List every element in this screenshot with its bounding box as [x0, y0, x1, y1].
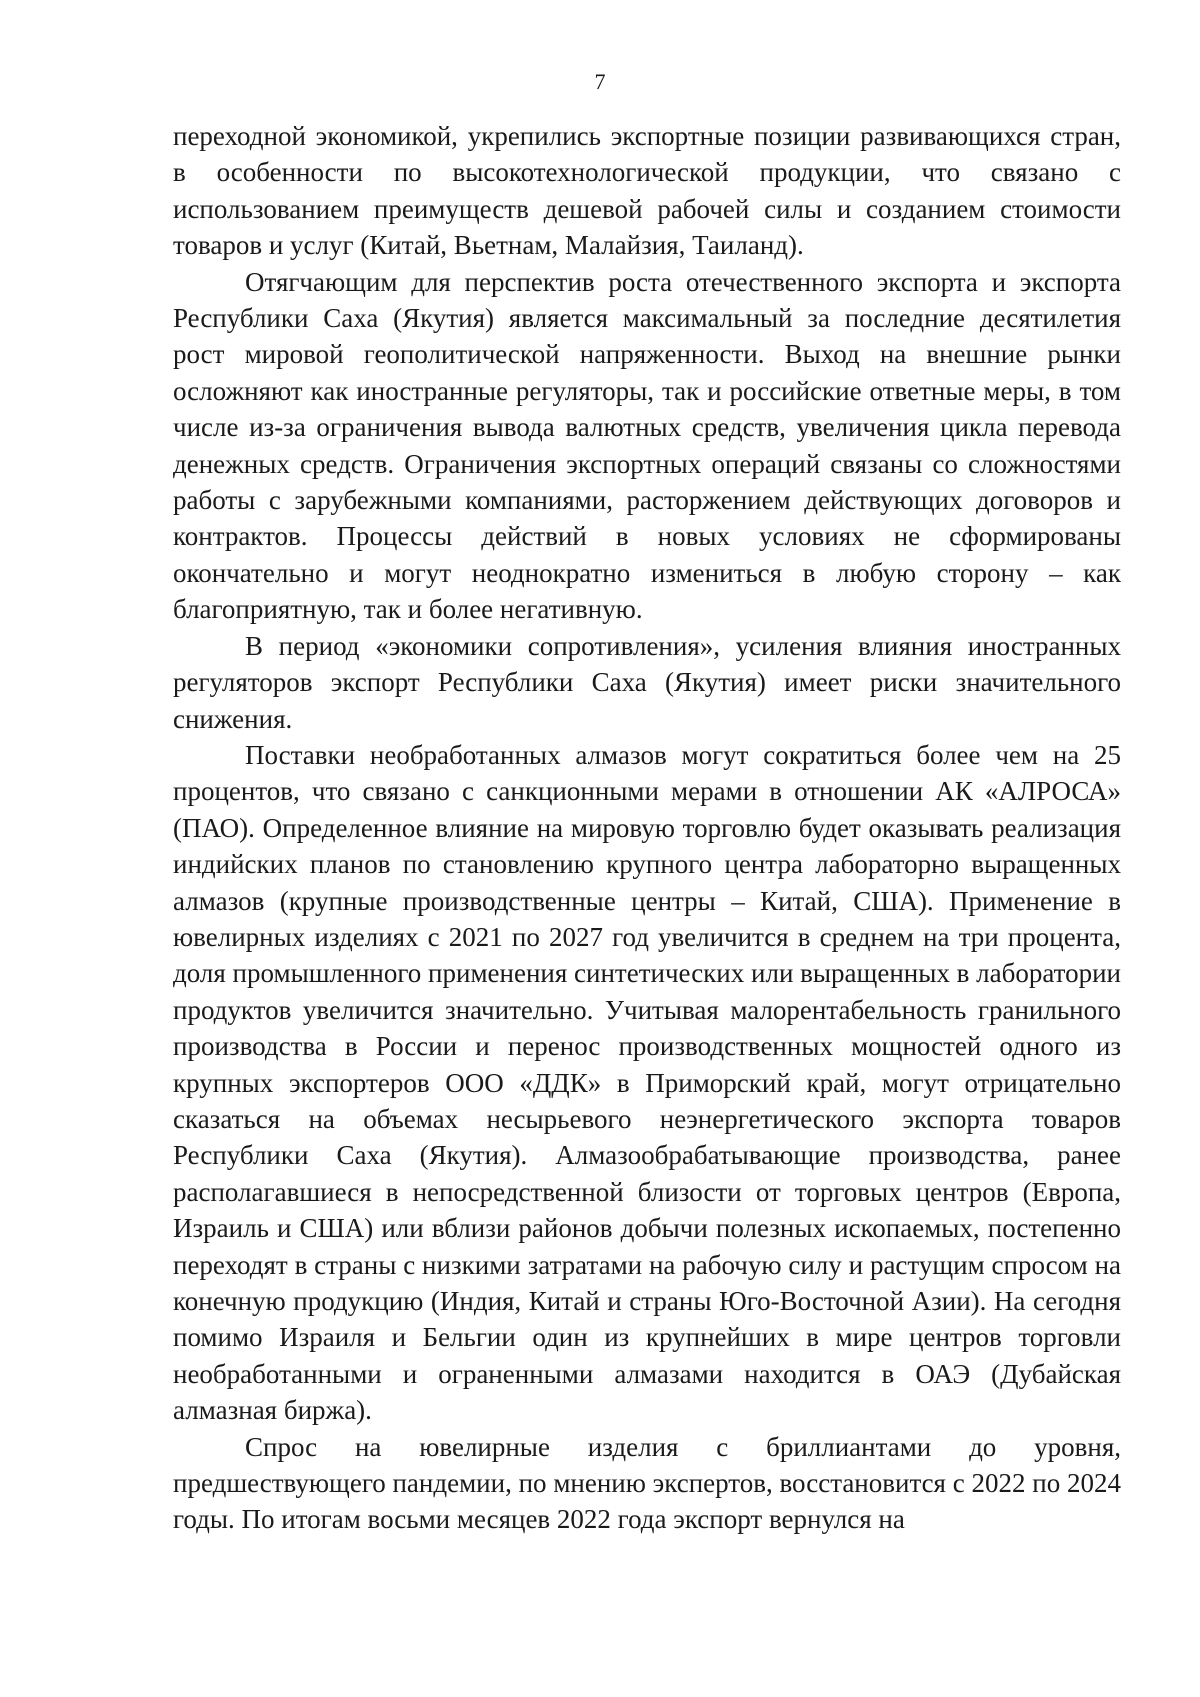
paragraph-continuation: переходной экономикой, укрепились экспортные позиции развивающихся стран, в особенности по высокотехнологической продукции, что связано с использованием преимуществ дешевой рабочей силы и созданием стоимости товаров и услуг (Китай, Вьетнам, Малайзия, Таиланд). [173, 121, 1121, 261]
paragraph-resistance-economy: В период «экономики сопротивления», усиления влияния иностранных регуляторов экспорт Республики Саха (Якутия) имеет риски значительного снижения. [173, 630, 1121, 734]
paragraph-jewelry-demand: Спрос на ювелирные изделия с бриллиантами до уровня, предшествующего пандемии, по мнению экспертов, восстановится с 2022 по 2024 годы. По итогам восьми месяцев 2022 года экспорт вернулся на [173, 1431, 1121, 1535]
page-number: 7 [594, 69, 606, 94]
paragraph-geopolitical-tension: Отягчающим для перспектив роста отечественного экспорта и экспорта Республики Саха (Якутия) является максимальный за последние десятилетия рост мировой геополитической напряженности. Выход на внешние рынки осложняют как иностранные регуляторы, так и российские ответные меры, в том числе из-за ограничения вывода валютных средств, увеличения цикла перевода денежных средств. Ограничения экспортных операций связаны со сложностями работы с зарубежными компаниями, расторжением действующих договоров и контрактов. Процессы действий в новых условиях не сформированы окончательно и могут неоднократно измениться в любую сторону – как благоприятную, так и более негативную. [173, 266, 1121, 625]
document-body [173, 118, 1121, 1538]
paragraph-diamond-supply: Поставки необработанных алмазов могут сократиться более чем на 25 процентов, что связано с санкционными мерами в отношении АК «АЛРОСА» (ПАО). Определенное влияние на мировую торговлю будет оказывать реализация индийских планов по становлению крупного центра лабораторно выращенных алмазов (крупные производственные центры – Китай, США). Применение в ювелирных изделиях с 2021 по 2027 год увеличится в среднем на три процента, доля промышленного применения синтетических или выращенных в лаборатории продуктов увеличится значительно. Учитывая малорентабельность гранильного производства в России и перенос производственных мощностей одного из крупных экспортеров ООО «ДДК» в Приморский край, могут отрицательно сказаться на объемах несырьевого неэнергетического экспорта товаров Республики Саха (Якутия). Алмазообрабатывающие производства, ранее располагавшиеся в непосредственной близости от торговых центров (Европа, Израиль и США) или вблизи районов добычи полезных ископаемых, постепенно переходят в страны с низкими затратами на рабочую силу и растущим спросом на конечную продукцию (Индия, Китай и страны Юго-Восточной Азии). На сегодня помимо Израиля и Бельгии один из крупнейших в мире центров торговли необработанными и ограненными алмазами находится в ОАЭ (Дубайская алмазная биржа). [173, 739, 1121, 1426]
